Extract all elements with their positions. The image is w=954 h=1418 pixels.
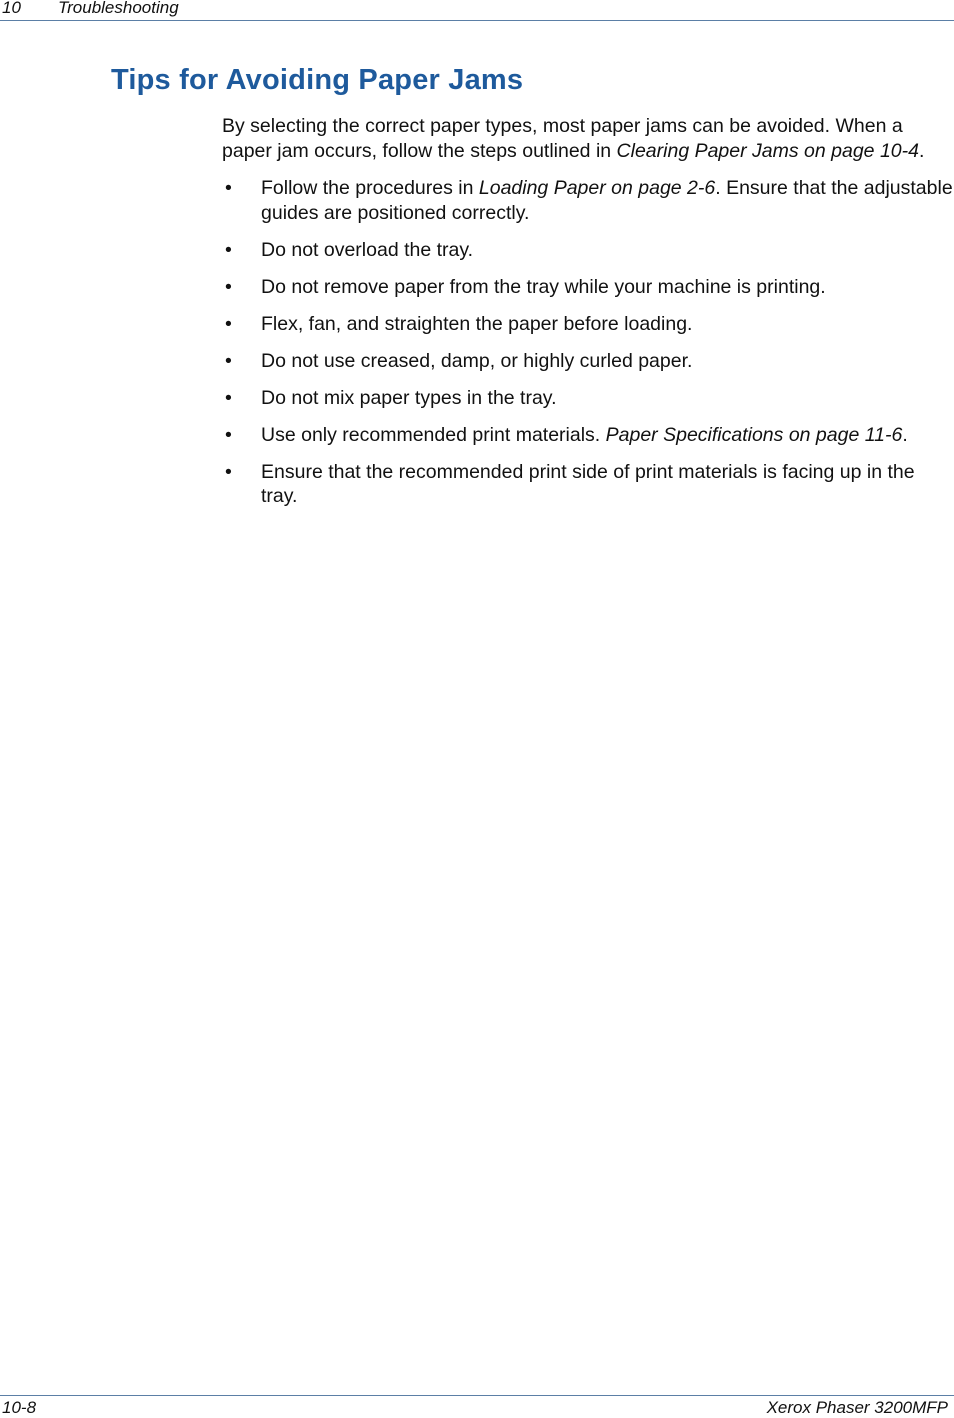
- intro-paragraph: [222, 114, 954, 163]
- link-loading-paper[interactable]: Loading Paper on page 2-6: [478, 177, 716, 199]
- page-number: 10-8: [2, 1398, 37, 1417]
- list-item: [222, 275, 954, 300]
- list-item: [222, 386, 954, 411]
- item-text: Do not use creased, damp, or highly curled paper.: [261, 349, 693, 372]
- intro-end: .: [918, 139, 925, 162]
- bullet-icon: •: [225, 349, 232, 372]
- footer-divider: [0, 1395, 954, 1396]
- running-header: [2, 0, 179, 18]
- item-text: Do not mix paper types in the tray.: [261, 386, 557, 409]
- section-body: [222, 114, 954, 521]
- bullet-icon: •: [225, 177, 232, 199]
- link-clearing-paper-jams[interactable]: Clearing Paper Jams on page 10-4: [616, 139, 919, 162]
- list-item: [222, 238, 954, 263]
- bullet-icon: •: [225, 312, 232, 335]
- link-paper-specifications[interactable]: Paper Specifications on page 11-6: [605, 423, 903, 446]
- tips-list: [222, 176, 954, 509]
- bullet-icon: •: [225, 238, 232, 261]
- item-text: Flex, fan, and straighten the paper before loading.: [261, 312, 693, 335]
- list-item: [222, 176, 954, 225]
- list-item: [222, 423, 954, 448]
- item-text: Do not overload the tray.: [261, 238, 474, 261]
- header-divider: [0, 20, 954, 21]
- bullet-icon: •: [225, 460, 232, 483]
- item-text: Follow the procedures in: [261, 177, 479, 199]
- bullet-icon: •: [225, 423, 232, 446]
- product-name: Xerox Phaser 3200MFP: [766, 1398, 948, 1417]
- intro-text: By selecting the correct paper types, most paper jams can be avoided. When a paper jam occurs, follow the steps outlined in: [222, 115, 903, 162]
- list-item: [222, 312, 954, 337]
- chapter-number: 10: [2, 0, 21, 17]
- item-text: .: [902, 423, 908, 446]
- item-text: Use only recommended print materials.: [261, 423, 606, 446]
- list-item: [222, 349, 954, 374]
- chapter-title: Troubleshooting: [58, 0, 179, 17]
- item-text: Do not remove paper from the tray while your machine is printing.: [261, 275, 826, 298]
- item-text: . Ensure that the adjustable guides are positioned correctly.: [261, 177, 953, 224]
- section-title: Tips for Avoiding Paper Jams: [111, 64, 524, 96]
- bullet-icon: •: [225, 386, 232, 409]
- item-text: Ensure that the recommended print side of print materials is facing up in the tray.: [261, 460, 915, 507]
- list-item: [222, 460, 954, 509]
- bullet-icon: •: [225, 275, 232, 298]
